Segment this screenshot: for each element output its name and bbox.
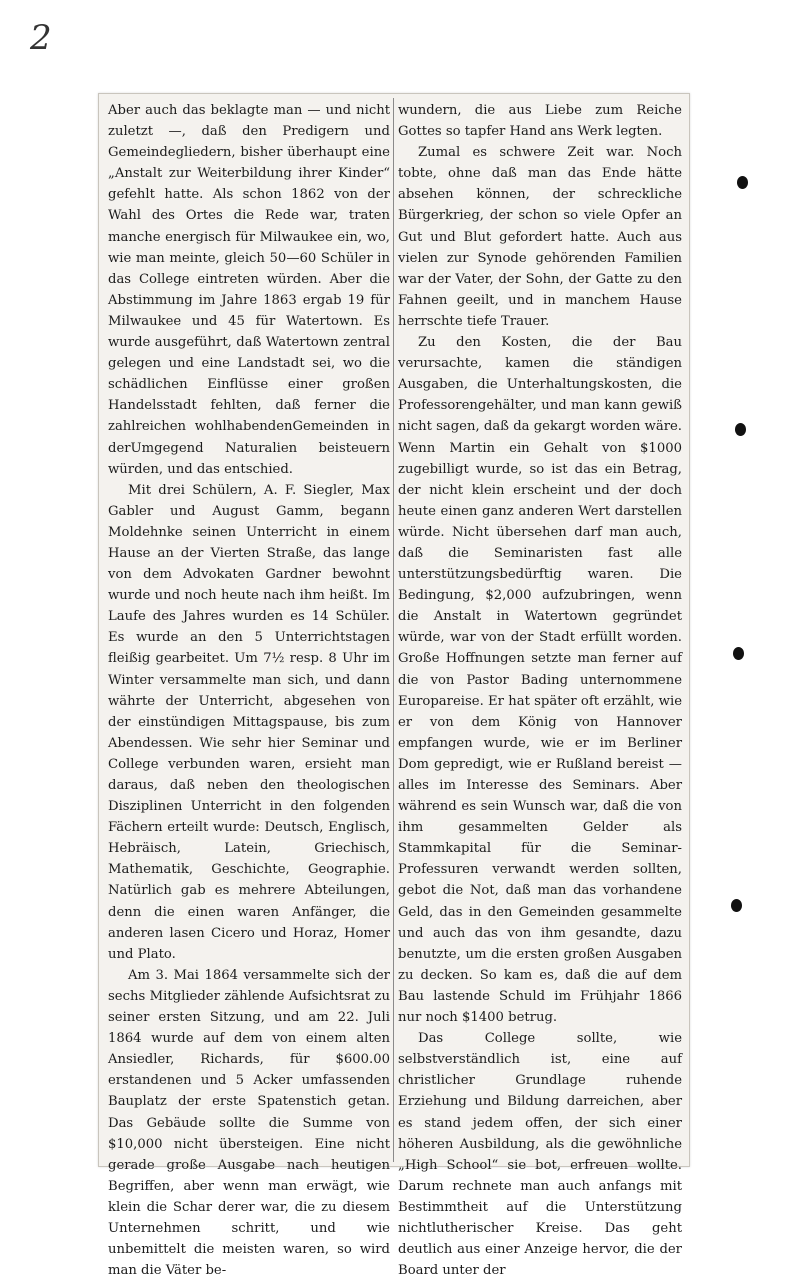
left-paragraph-3: Am 3. Mai 1864 versammelte sich der sechs Mitglieder zählende Aufsichtsrat zu seiner ersten Sitzung, und am 22. Juli 1864 wurde auf dem von einem alten Ansiedler, Richards, für $600.00 erstandenen und 5 Acker umfassenden Bauplatz der erste Spatenstich getan. Das Gebäude sollte die Summe von $10,000 nicht übersteigen. Eine nicht gerade große Ausgabe nach heutigen Begriffen, aber wenn man erwägt, wie klein die Schar derer war, die zu diesem Unternehmen schritt, und wie unbemittelt die meisten waren, so wird man die Väter be- [108, 967, 390, 1279]
right-paragraph-4: Das College sollte, wie selbstverständlich ist, eine auf christlicher Grundlage ruhende Erziehung und Bildung darreichen, aber es stand jedem offen, der sich einer höheren Ausbildung, als die gewöhnliche „High School“ sie bot, erfreuen wollte. Darum rechnete man auch anfangs mit Bestimmtheit auf die Unterstützung nichtlutherischer Kreise. Das geht deutlich aus einer Anzeige hervor, die der Board unter der [398, 1031, 682, 1279]
binder-hole-lower [731, 899, 742, 912]
right-paragraph-1: wundern, die aus Liebe zum Reiche Gottes so tapfer Hand ans Werk legten. [398, 103, 682, 140]
page-number: 2 [30, 18, 52, 58]
right-paragraph-3: Zu den Kosten, die der Bau verursachte, kamen die ständigen Ausgaben, die Unterhaltungskosten, die Professorengehälter, und man kann gewiß nicht sagen, daß da gekargt worden wäre. Wenn Martin ein Gehalt von $1000 zugebilligt wurde, so ist das ein Betrag, der nicht klein erscheint und der doch heute einen ganz anderen Wert darstellen würde. Nicht übersehen darf man auch, daß die Seminaristen fast alle unterstützungsbedürftig waren. Die Bedingung, $2,000 aufzubringen, wenn die Anstalt in Watertown gegründet würde, war von der Stadt erfüllt worden. Große Hoffnungen setzte man ferner auf die von Pastor Bading unternommene Europareise. Er hat später oft erzählt, wie er von dem König von Hannover empfangen wurde, wie er im Berliner Dom gepredigt, wie er Rußland bereist — alles im Interesse des Seminars. Aber während es sein Wunsch war, daß die von ihm gesammelten Gelder als Stammkapital für die Seminar-Professuren verwandt werden sollten, gebot die Not, daß man das vorhandene Geld, das in den Gemeinden gesammelte und auch das von ihm gesandte, dazu benutzte, um die ersten großen Ausgaben zu decken. So kam es, daß die auf dem Bau lastende Schuld im Frühjahr 1866 nur noch $1400 betrug. [398, 335, 682, 1026]
column-divider [393, 98, 394, 1162]
binder-hole-middle [733, 647, 744, 660]
binder-hole-upper [735, 423, 746, 436]
left-column [108, 100, 390, 1279]
right-paragraph-2: Zumal es schwere Zeit war. Noch tobte, ohne daß man das Ende hätte absehen können, der schreckliche Bürgerkrieg, der schon so viele Opfer an Gut und Blut gefordert hatte. Auch aus vielen zur Synode gehörenden Familien war der Vater, der Sohn, der Gatte zu den Fahnen geeilt, und in manchem Hause herrschte tiefe Trauer. [398, 145, 682, 329]
binder-hole-top [737, 176, 748, 189]
right-column [398, 100, 682, 1279]
left-paragraph-2: Mit drei Schülern, A. F. Siegler, Max Gabler und August Gamm, begann Moldehnke seinen Unterricht in einem Hause an der Vierten Straße, das lange von dem Advokaten Gardner bewohnt wurde und noch heute nach ihm heißt. Im Laufe des Jahres wurden es 14 Schüler. Es wurde an den 5 Unterrichtstagen fleißig gearbeitet. Um 7½ resp. 8 Uhr im Winter versammelte man sich, und dann währte der Unterricht, abgesehen von der einstündigen Mittagspause, bis zum Abendessen. Wie sehr hier Seminar und College verbunden waren, ersieht man daraus, daß neben den theologischen Disziplinen Unterricht in den folgenden Fächern erteilt wurde: Deutsch, Englisch, Hebräisch, Latein, Griechisch, Mathematik, Geschichte, Geographie. Natürlich gab es mehrere Abteilungen, denn die einen waren Anfänger, die anderen lasen Cicero und Horaz, Homer und Plato. [108, 482, 390, 962]
left-paragraph-1: Aber auch das beklagte man — und nicht zuletzt —, daß den Predigern und Gemeindegliedern, bisher überhaupt eine „Anstalt zur Weiterbildung ihrer Kinder“ gefehlt hatte. Als schon 1862 von der Wahl des Ortes die Rede war, traten manche energisch für Milwaukee ein, wo, wie man meinte, gleich 50—60 Schüler in das College eintreten würden. Aber die Abstimmung im Jahre 1863 ergab 19 für Milwaukee und 45 für Watertown. Es wurde ausgeführt, daß Watertown zentral gelegen und eine Landstadt sei, wo die schädlichen Einflüsse einer großen Handelsstadt fehlten, daß ferner die zahlreichen wohlhabendenGemeinden in derUmgegend Naturalien beisteuern würden, und das entschied. [108, 103, 390, 477]
